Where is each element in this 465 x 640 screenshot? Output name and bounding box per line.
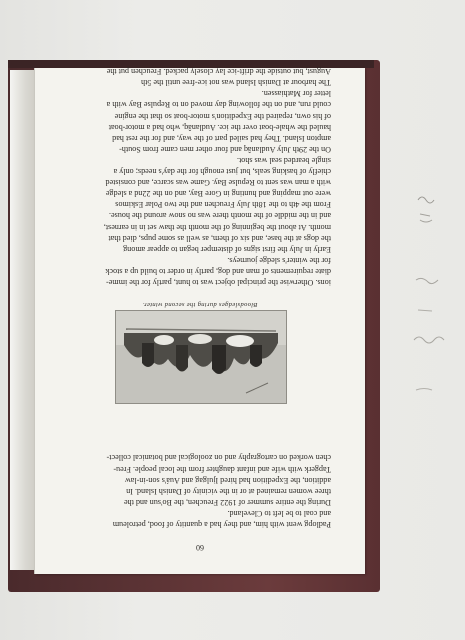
photograph xyxy=(115,310,287,404)
page-number: 60 xyxy=(196,543,204,552)
paragraph-bottom: ions. Otherwise the principal object was to hunt, partly for the imme- diate requirements of man and dog, partly in order to build up a stock for the winter's sledge journeys. Early in July the first signs of distemper began to appear among the dogs at the base, and six of them, as well as some pups, died that month. At about the beginning of the month the thaw set in in earnest, and in the middle of the month there was no snow around the house. From the 4th to the 18th July Freuchen and the two Polar Eskimos were out mapping and hunting in Gore Bay, and on the 22nd a sledge with a man was sent to Repulse Bay. Game was scarce, and consisted chiefly of basking seals, but just enough for the day's needs; only a single bearded seal was shot. On the 29th July Audlanâq and four other men came from South- ampton Island. They had sailed part of the way, and for the rest had hauled the whale-boat over the ice. Audlanâq, who had a motor-boat of his own, repaired the Expedition's motor-boat so that the engine could run, and on the following day moved on to Repulse Bay with a letter for Mathiassen. The harbour at Danish Island was not ice-free until the 5th August, but outside the drift-ice lay closely packed. Freuchen put the xyxy=(103,67,331,287)
page-content-upside-down xyxy=(35,68,365,574)
book-page xyxy=(35,68,365,574)
handwriting-marks xyxy=(398,190,458,420)
photograph-figures xyxy=(116,311,286,403)
paragraph-top: Padlopg went with him, and they had a quantity of food, petroleum and coal to be left to Cleveland. During the entire summer of 1922 Freuchen, the Bo'sun and the three women remained at or in the vicinity of Danish Island. In addition, the Expedition had hired Ijulgag and Auá's son-in-law Tapgerk with wife and infant daughter from the local people. Freu- chen worked on cartography and on zoological and botanical collect- xyxy=(106,453,331,529)
photo-caption: Bloodsledges during the second winter. xyxy=(142,301,258,308)
page-stack-edge xyxy=(10,70,35,570)
